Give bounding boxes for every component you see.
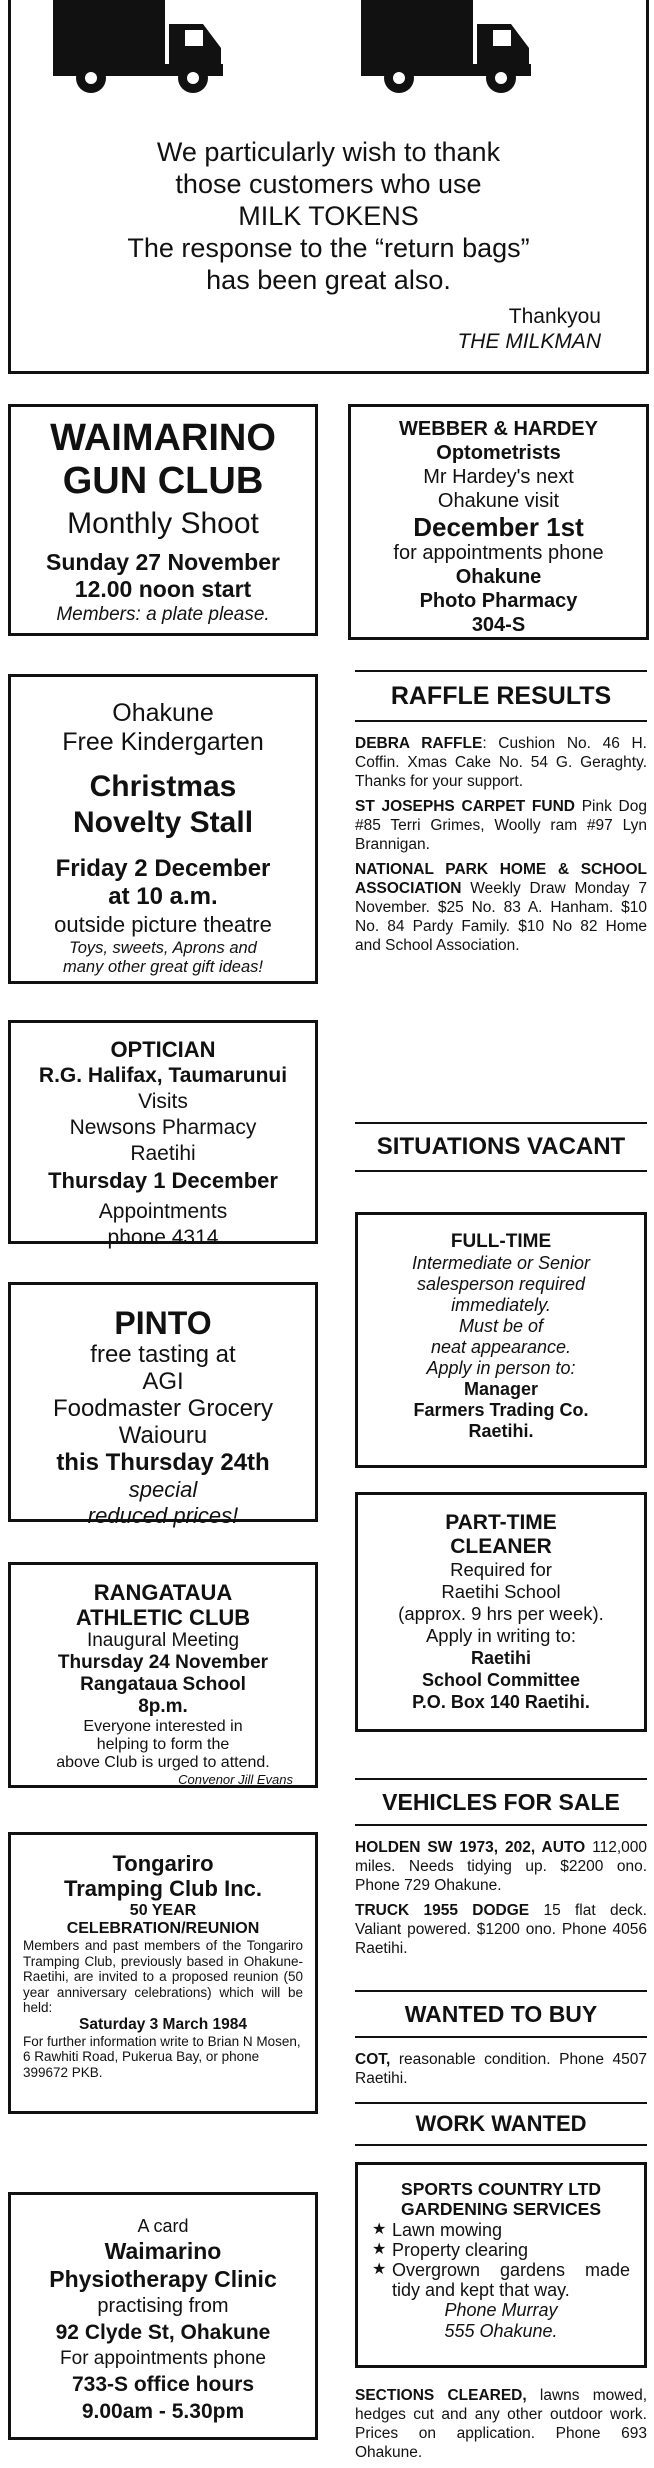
milkman-line: We particularly wish to thank (156, 137, 501, 167)
pinto-line: reduced prices! (87, 1503, 239, 1528)
athletic-body: helping to form the (96, 1736, 230, 1753)
gardening-contact: Phone Murray (444, 2300, 558, 2320)
pinto-line: special (128, 1477, 198, 1502)
ft-title: FULL-TIME (450, 1231, 552, 1252)
webber-sub: Optometrists (436, 442, 561, 464)
physio-line: A card (137, 2216, 189, 2236)
wanted-list (355, 2050, 647, 2094)
optician-ad (8, 1020, 318, 1249)
gardening-contact: 555 Ohakune. (444, 2321, 558, 2341)
kindy-line: Ohakune (112, 699, 214, 727)
webber-phone: 304-S (471, 614, 526, 636)
list-item: ★ Lawn mowing (372, 2220, 630, 2240)
athletic-date: Thursday 24 November (57, 1652, 269, 1673)
tramping-body: For further information write to Brian N Mosen, 6 Rawhiti Road, Pukerua Bay, or phone 399672 PKB. (23, 2033, 301, 2080)
webber-hardey-ad (348, 404, 649, 640)
kindy-date: Friday 2 December (55, 855, 271, 882)
optician-line: Visits (138, 1090, 188, 1113)
wanted-heading: WANTED TO BUY (355, 1990, 647, 2038)
tramping-sub: CELEBRATION/REUNION (66, 1920, 260, 1937)
optician-line: phone 4314 (107, 1226, 219, 1249)
gun-club-ad (8, 404, 318, 636)
optician-name: R.G. Halifax, Taumarunui (38, 1064, 288, 1087)
truck-icon (53, 0, 229, 98)
pt-line: Required for (450, 1559, 552, 1580)
gun-club-note: Members: a plate please. (56, 604, 270, 625)
list-item: ★ Overgrown gardens made tidy and kept that way. (372, 2260, 630, 2300)
list-item: TRUCK 1955 DODGE 15 flat deck. Valiant powered. $1200 ono. Phone 4056 Raetihi. (355, 1902, 647, 1957)
physio-hours: 9.00am - 5.30pm (81, 2400, 245, 2423)
athletic-line: Inaugural Meeting (86, 1630, 240, 1651)
list-item: SECTIONS CLEARED, lawns mowed, hedges cut and any other outdoor work. Prices on application. Phone 693 Ohakune. (355, 2387, 647, 2461)
optician-line: Appointments (98, 1200, 228, 1223)
athletic-body: above Club is urged to attend. (56, 1754, 270, 1771)
sections-cleared (355, 2386, 647, 2468)
ft-line: Raetihi. (468, 1421, 534, 1441)
full-time-ad (355, 1212, 647, 1468)
kindy-time: at 10 a.m. (108, 883, 218, 910)
list-item: DEBRA RAFFLE: Cushion No. 46 H. Coffin. Xmas Cake No. 54 G. Geraghty. Thanks for your support. (355, 735, 647, 790)
physio-title: Waimarino (104, 2238, 222, 2264)
list-item: ST JOSEPHS CARPET FUND Pink Dog #85 Terri Grimes, Woolly ram #97 Lyn Brannigan. (355, 798, 647, 853)
list-item: HOLDEN SW 1973, 202, AUTO 112,000 miles. Needs tidying up. $2200 ono. Phone 729 Ohakune. (355, 1839, 648, 1894)
kindy-title: Christmas (89, 770, 237, 803)
pt-line: P.O. Box 140 Raetihi. (412, 1692, 590, 1712)
ft-line: immediately. (451, 1295, 551, 1315)
gardening-services-list (372, 2220, 630, 2300)
optician-line: Newsons Pharmacy (69, 1116, 257, 1139)
optician-line: Raetihi (130, 1142, 196, 1165)
athletic-place: Rangataua School (80, 1674, 246, 1695)
kindy-title: Novelty Stall (72, 806, 254, 839)
ft-line: Must be of (458, 1316, 544, 1336)
physio-line: practising from (97, 2295, 229, 2317)
webber-line: for appointments phone (393, 542, 604, 564)
list-item: COT, reasonable condition. Phone 4507 Raetihi. (355, 2051, 647, 2087)
athletic-body: Everyone interested in (83, 1718, 243, 1735)
physio-ad (8, 2192, 318, 2440)
pt-line: Raetihi School (441, 1581, 561, 1602)
pinto-ad (8, 1282, 318, 1528)
pt-line: Apply in writing to: (425, 1625, 577, 1646)
vehicles-list (355, 1838, 647, 1964)
kindy-place: outside picture theatre (54, 912, 272, 937)
milkman-line: has been great also. (206, 265, 451, 295)
athletic-time: 8p.m. (138, 1696, 188, 1717)
pinto-title: PINTO (114, 1305, 212, 1341)
pt-title: CLEANER (450, 1535, 552, 1558)
ft-line: neat appearance. (430, 1337, 572, 1357)
pinto-line: free tasting at (90, 1341, 236, 1368)
ft-line: Intermediate or Senior (411, 1253, 591, 1273)
kindy-note: many other great gift ideas! (63, 958, 263, 976)
milkman-line: MILK TOKENS (238, 201, 419, 231)
pt-line: Raetihi (470, 1648, 531, 1668)
athletic-club-ad (8, 1562, 318, 1788)
gardening-title: SPORTS COUNTRY LTD (401, 2179, 601, 2199)
tramping-club-ad (8, 1832, 318, 2114)
gun-club-title: GUN CLUB (62, 460, 264, 502)
athletic-title: ATHLETIC CLUB (75, 1605, 251, 1630)
webber-line: Mr Hardey's next (423, 466, 574, 488)
ft-line: salesperson required (416, 1274, 586, 1294)
physio-phone: 733-S office hours (71, 2373, 255, 2396)
tramping-title: Tongariro (112, 1851, 214, 1876)
pinto-line: Foodmaster Grocery (52, 1395, 274, 1422)
athletic-signature: Convenor Jill Evans (178, 1772, 293, 1787)
webber-line: Photo Pharmacy (419, 590, 578, 612)
gardening-title: GARDENING SERVICES (401, 2199, 601, 2219)
milkman-thanks: Thankyou (508, 305, 601, 328)
webber-date: December 1st (413, 512, 584, 542)
milkman-line: The response to the “return bags” (127, 233, 530, 263)
kindergarten-ad (8, 674, 318, 984)
pinto-line: AGI (142, 1368, 184, 1395)
webber-line: Ohakune visit (437, 490, 560, 512)
raffle-results (355, 734, 647, 961)
optician-date: Thursday 1 December (48, 1168, 278, 1193)
webber-title: WEBBER & HARDEY (399, 418, 598, 440)
tramping-sub: 50 YEAR (129, 1902, 197, 1919)
raffle-heading: RAFFLE RESULTS (355, 670, 647, 722)
tramping-date: Saturday 3 March 1984 (78, 2015, 247, 2033)
gun-club-date: Sunday 27 November (46, 549, 280, 575)
gun-club-subtitle: Monthly Shoot (67, 507, 259, 540)
milkman-line: those customers who use (175, 169, 482, 199)
milkman-ad (8, 0, 649, 374)
gardening-ad (355, 2162, 647, 2368)
work-heading: WORK WANTED (355, 2102, 647, 2146)
pt-line: (approx. 9 hrs per week). (398, 1603, 604, 1624)
pt-title: PART-TIME (445, 1511, 557, 1534)
physio-title: Physiotherapy Clinic (49, 2266, 277, 2292)
athletic-title: RANGATAUA (93, 1580, 233, 1605)
physio-address: 92 Clyde St, Ohakune (55, 2321, 271, 2344)
ft-line: Apply in person to: (426, 1358, 576, 1378)
ft-line: Manager (463, 1379, 539, 1399)
situations-heading: SITUATIONS VACANT (355, 1122, 647, 1172)
list-item: ★ Property clearing (372, 2240, 630, 2260)
kindy-note: Toys, sweets, Aprons and (69, 939, 257, 957)
optician-title: OPTICIAN (110, 1037, 216, 1062)
gun-club-title: WAIMARINO (50, 417, 276, 459)
list-item: NATIONAL PARK HOME & SCHOOL ASSOCIATION Weekly Draw Monday 7 November. $25 No. 83 A. Hanham. $10 No. 84 Pardy Family. $10 No 82 Home and School Association. (355, 861, 647, 954)
gun-club-time: 12.00 noon start (74, 576, 252, 602)
pt-line: School Committee (421, 1670, 581, 1690)
tramping-body: Members and past members of the Tongariro Tramping Club, previously based in Ohakune-Raetihi, are invited to a proposed reunion (50 year anniversary celebrations) which will be held: (23, 1938, 303, 2015)
milkman-signature: THE MILKMAN (457, 330, 601, 353)
tramping-title: Tramping Club Inc. (63, 1876, 262, 1901)
pinto-line: Waiouru (118, 1422, 208, 1449)
part-time-ad (355, 1492, 647, 1732)
physio-line: For appointments phone (60, 2348, 266, 2369)
kindy-line: Free Kindergarten (62, 728, 264, 756)
ft-line: Farmers Trading Co. (413, 1400, 589, 1420)
pinto-date: this Thursday 24th (56, 1449, 270, 1476)
webber-line: Ohakune (455, 566, 542, 588)
truck-icon (361, 0, 537, 98)
vehicles-heading: VEHICLES FOR SALE (355, 1778, 647, 1826)
